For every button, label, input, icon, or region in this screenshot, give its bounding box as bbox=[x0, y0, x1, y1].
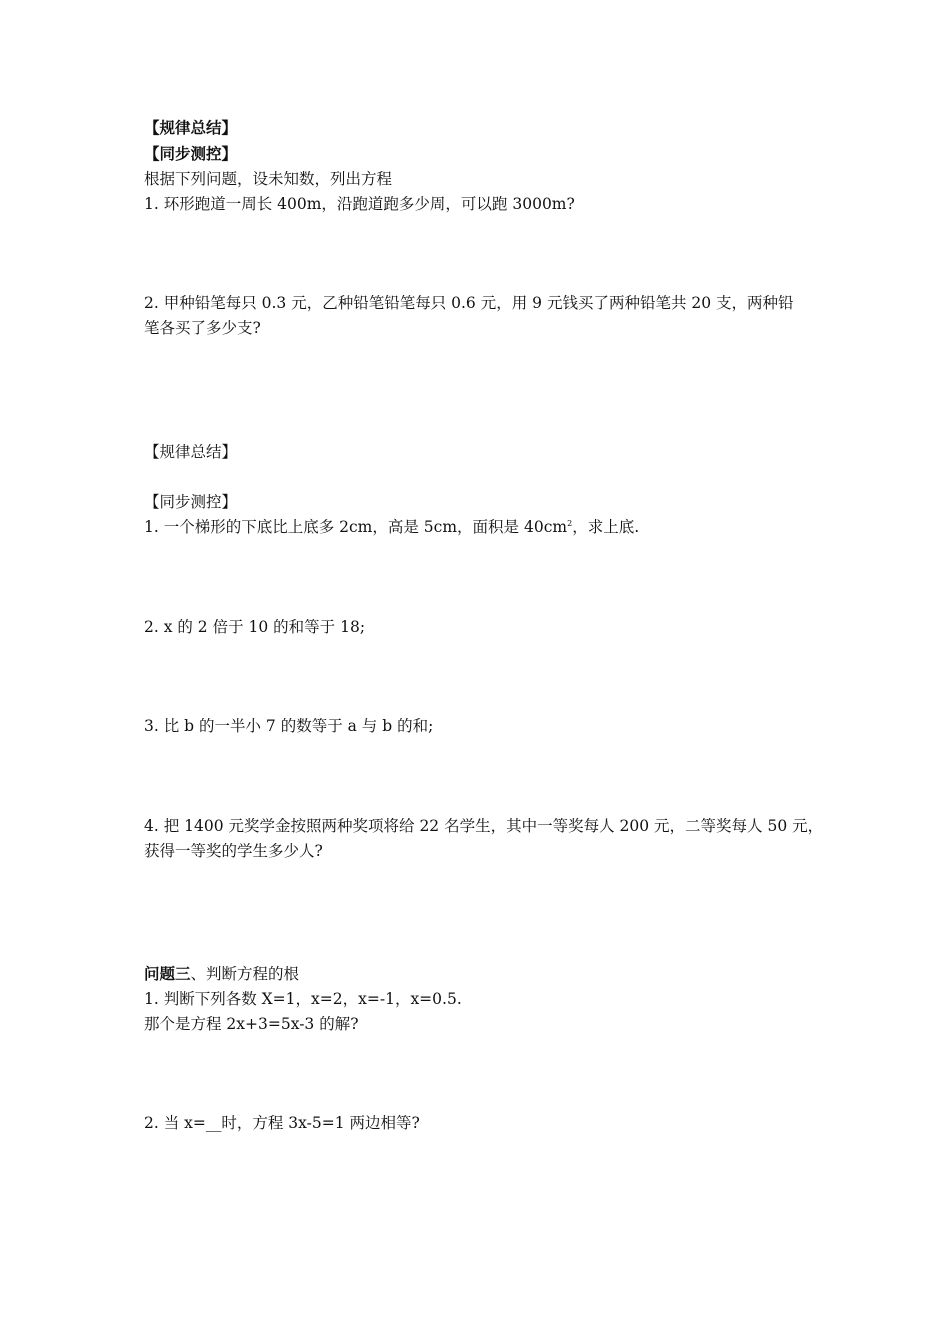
problem-1-tail: ，求上底. bbox=[572, 518, 640, 536]
problem-4-line-1: 4. 把 1400 元奖学金按照两种奖项将给 22 名学生，其中一等奖每人 200 元，二等奖每人 50 元， bbox=[144, 817, 824, 835]
question-3-1-line-2: 那个是方程 2x+3=5x-3 的解? bbox=[144, 1015, 359, 1033]
superscript-2: 2 bbox=[567, 518, 573, 528]
question-1: 1. 环形跑道一周长 400m，沿跑道跑多少周，可以跑 3000m? bbox=[144, 195, 575, 213]
question-2-line-1: 2. 甲种铅笔每只 0.3 元，乙种铅笔铅笔每只 0.6 元，用 9 元钱买了两种铅笔共 20 支，两种铅 bbox=[144, 294, 794, 312]
sync-test-heading-1: 【同步测控】 bbox=[144, 144, 238, 163]
question-3-1-line-1: 1. 判断下列各数 X=1，x=2，x=-1，x=0.5. bbox=[144, 990, 462, 1008]
problem-4-line-2: 获得一等奖的学生多少人? bbox=[144, 842, 323, 860]
question-3-2: 2. 当 x=__时，方程 3x-5=1 两边相等? bbox=[144, 1114, 420, 1132]
question-3-title bbox=[144, 963, 299, 985]
problem-1-text: 1. 一个梯形的下底比上底多 2cm，高是 5cm，面积是 40cm bbox=[144, 518, 568, 536]
problem-1 bbox=[144, 516, 639, 538]
problem-3: 3. 比 b 的一半小 7 的数等于 a 与 b 的和; bbox=[144, 717, 434, 735]
question-3-title-bold: 问题三 bbox=[144, 964, 191, 983]
rule-summary-heading-2: 【规律总结】 bbox=[144, 443, 238, 461]
instruction-text: 根据下列问题，设未知数，列出方程 bbox=[144, 170, 393, 188]
question-3-title-rest: 、判断方程的根 bbox=[190, 965, 300, 983]
rule-summary-heading-1: 【规律总结】 bbox=[144, 118, 238, 137]
question-2-line-2: 笔各买了多少支? bbox=[144, 319, 261, 337]
problem-2: 2. x 的 2 倍于 10 的和等于 18; bbox=[144, 618, 366, 636]
sync-test-heading-2: 【同步测控】 bbox=[144, 493, 238, 511]
